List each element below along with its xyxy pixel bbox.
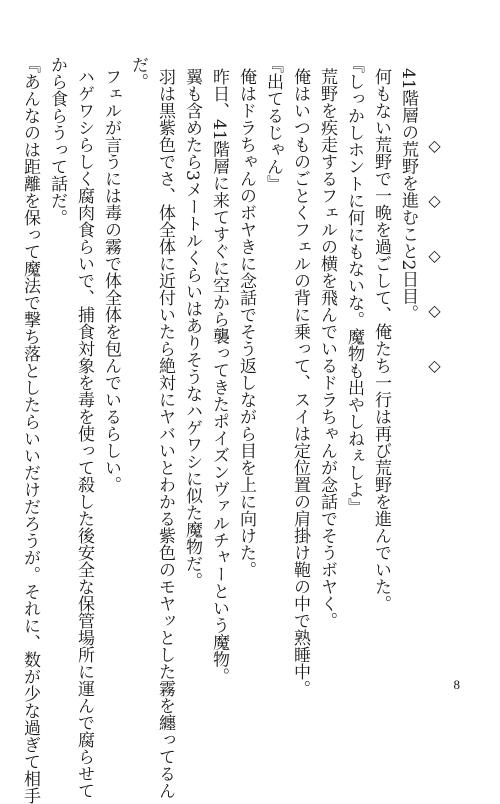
scene-separator: ◇ ◇ ◇ ◇ ◇ [425, 136, 444, 385]
dialogue-line: 『出てるじゃん』 [263, 56, 283, 192]
text-line: 翼も含めたら3メートルくらいはありそうなハゲワシに似た魔物だ。 [182, 68, 202, 589]
text-line: 何もない荒野で一晩を過ごして、俺たち一行は再び荒野を進んでいた。 [371, 68, 391, 612]
dialogue-line: 『しっかしホントに何にもないな。魔物も出やしねぇしよ』 [344, 56, 364, 515]
text-line: 昨日、41階層に来てすぐに空から襲ってきたポイズンヴァルチャーという魔物。 [209, 68, 229, 685]
text-line: 41階層の荒野を進むこと2日目。 [398, 68, 418, 322]
text-line: 荒野を疾走するフェルの横を飛んでいるドラちゃんが念話でそうボヤく。 [317, 68, 337, 629]
text-line: 俺はドラちゃんのボヤきに念話でそう返しながら目を上に向けた。 [236, 68, 256, 578]
dialogue-line: 『あんなのは距離を保って魔法で撃ち落としたらいいだけだろうが。それに、数が少な過ぎて相手 [20, 56, 40, 804]
text-line: ハゲワシらしく腐肉食らいで、捕食対象を毒を使って殺した後安全な保管場所に運んで腐らせて [74, 68, 94, 799]
vertical-text-body [20, 56, 448, 804]
page-number: 8 [453, 677, 460, 692]
text-line: フェルが言うには毒の霧で体全体を包んでいるらしい。 [101, 68, 121, 493]
text-line-continuation: から食らうって話だ。 [47, 56, 67, 226]
text-line-continuation: だ。 [128, 56, 148, 90]
text-line: 俺はいつものごとくフェルの背に乗って、スイは定位置の肩掛け鞄の中で熟睡中。 [290, 68, 310, 697]
text-line: 羽は黒紫色でさ、体全体に近付いたら絶対にヤバいとわかる紫色のモヤッとした霧を纏ってるん [155, 68, 175, 799]
